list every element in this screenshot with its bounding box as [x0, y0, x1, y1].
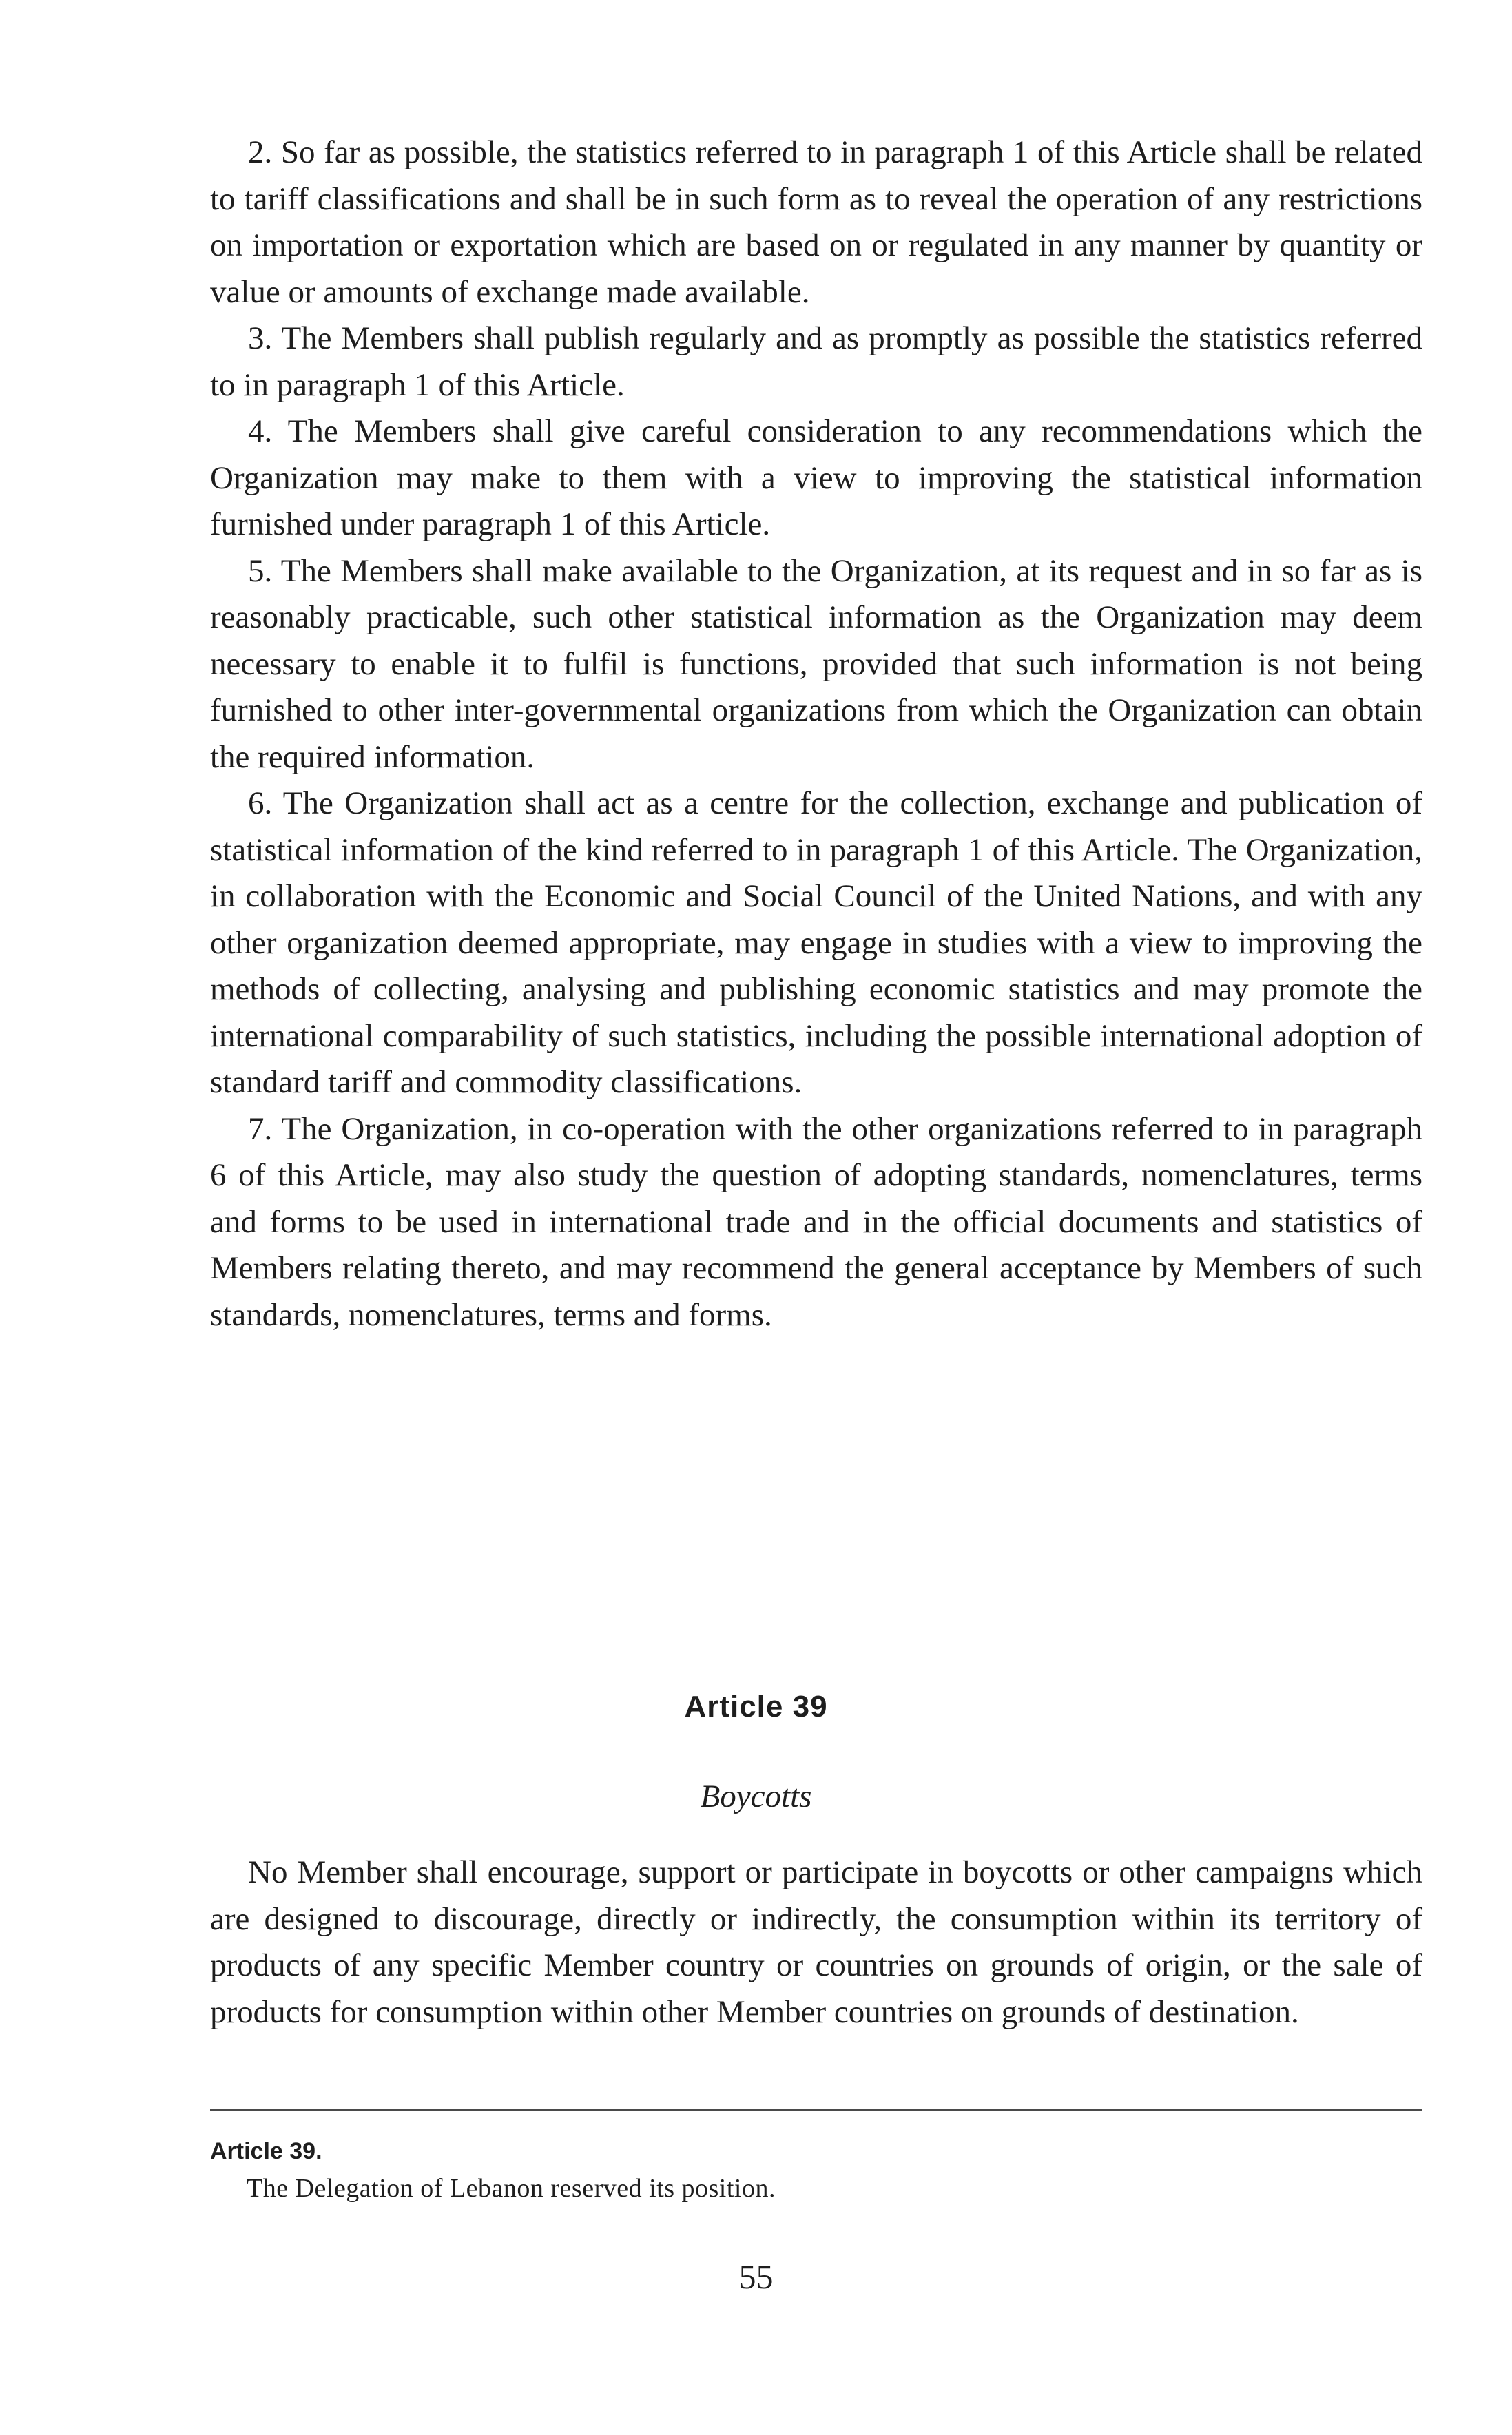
paragraph-5: 5. The Members shall make available to the Organization, at its request and in so far as is reasonably practicable, such other statistical information as the Organization may deem necessary to enable it to fulfil is functions, provided that such information is not being furnished to other inter-governmental organizations from which the Organization can obtain the required information. [210, 552, 1422, 775]
article-heading: Article 39 [684, 1690, 828, 1723]
paragraph-7: 7. The Organization, in co-operation with the other organizations referred to in paragraph 6 of this Article, may also study the question of adopting standards, nomenclatures, terms and forms to be used in international trade and in the official documents and statistics of Members relating thereto, and may recommend the general acceptance by Members of such standards, nomenclatures, terms and forms. [210, 1110, 1422, 1333]
page-number: 55 [738, 2257, 774, 2296]
paragraph-6: 6. The Organization shall act as a centre for the collection, exchange and publication of statistical information of the kind referred to in paragraph 1 of this Article. The Organization, in collaboration with the Economic and Social Council of the United Nations, and with any other organization deemed appropriate, may engage in studies with a view to improving the methods of collecting, analysing and publishing economic statistics and may promote the international comparability of such statistics, including the possible international adoption of standard tariff and commodity classifications. [210, 785, 1422, 1100]
footnote-text: The Delegation of Lebanon reserved its position. [247, 2174, 776, 2203]
paragraph-4: 4. The Members shall give careful consideration to any recommendations which the Organization may make to them with a view to improving the statistical information furnished under paragraph 1 of this Article. [210, 413, 1422, 542]
paragraph-2: 2. So far as possible, the statistics referred to in paragraph 1 of this Article shall be related to tariff classifications and shall be in such form as to reveal the operation of any restrictions on importation or exportation which are based on or regulated in any manner by quantity or value or amounts of exchange made available. [210, 134, 1422, 310]
paragraph-3: 3. The Members shall publish regularly and as promptly as possible the statistics referred to in paragraph 1 of this Article. [210, 320, 1422, 403]
article-subtitle: Boycotts [700, 1779, 812, 1814]
footnote-divider [210, 2109, 1422, 2111]
article-38-paragraphs [210, 129, 1422, 1338]
footnote-label: Article 39. [210, 2138, 322, 2164]
article-39-paragraph: No Member shall encourage, support or participate in boycotts or other campaigns which are designed to discourage, directly or indirectly, the consumption within its territory of products of any specific Member country or countries on grounds of origin, or the sale of products for consumption within other Member countries on grounds of destination. [210, 1854, 1422, 2030]
article-39-body [210, 1849, 1422, 2035]
